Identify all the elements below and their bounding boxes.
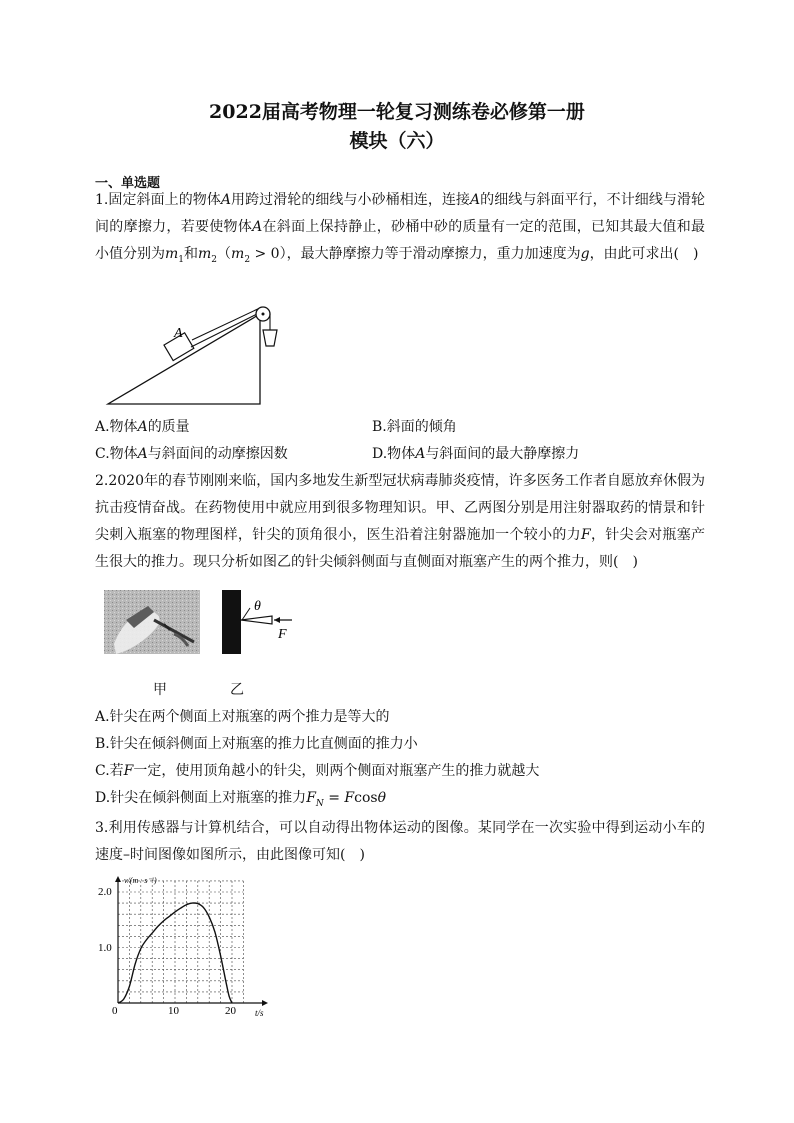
q1-option-a[interactable]: A.物体A的质量 — [95, 419, 190, 435]
question-1-text: 1.固定斜面上的物体A用跨过滑轮的细线与小砂桶相连，连接A的细线与斜面平行，不计细线与滑轮间的摩擦力，若要使物体A在斜面上保持静止，砂桶中砂的质量有一定的范围，已知其最大值和最小值分别为$m_1$和$m_2(m_2 > 0)$，最大静摩擦力等于滑动摩擦力，重力加速度为g，由此可求出( ) — [95, 192, 705, 265]
x-tick-10: 10 — [168, 1005, 179, 1017]
y-tick-1: 1.0 — [98, 942, 112, 954]
q2-option-b[interactable]: B.针尖在倾斜侧面上对瓶塞的推力比直侧面的推力小 — [95, 736, 418, 752]
y-tick-2: 2.0 — [98, 886, 112, 898]
doc-subtitle: 模块（六） — [349, 130, 445, 152]
x-axis-arrow — [262, 1000, 268, 1006]
needle-tip-icon — [241, 616, 272, 624]
x-axis-label: t/s — [255, 1008, 264, 1018]
x-tick-20: 20 — [225, 1005, 236, 1017]
question-2-text: 2.2020年的春节刚刚来临，国内多地发生新型冠状病毒肺炎疫情，许多医务工作者自愿放弃休假为抗击疫情奋战。在药物使用中就应用到很多物理知识。甲、乙两图分别是用注射器取药的情景和针尖刺入瓶塞的物理图样，针尖的顶角很小，医生沿着注射器施加一个较小的力F，针尖会对瓶塞产生很大的推力。现只分析如图乙的针尖倾斜侧面与直侧面对瓶塞产生的两个推力，则( ) — [95, 473, 706, 570]
sand-bucket-icon — [263, 330, 277, 346]
section-heading: 一、单选题 — [95, 176, 161, 191]
theta-label: θ — [254, 599, 261, 614]
q2-option-a[interactable]: A.针尖在两个侧面上对瓶塞的两个推力是等大的 — [95, 709, 390, 725]
needle-diagram-yi — [220, 588, 300, 658]
block-label: A — [174, 326, 183, 341]
y-axis-label: v/(m · s⁻¹) — [124, 876, 157, 885]
q1-option-d[interactable]: D.物体A与斜面间的最大静摩擦力 — [372, 446, 580, 462]
q2-option-d[interactable]: D.针尖在倾斜侧面上对瓶塞的推力$F_N = Fcos\theta$ — [95, 790, 387, 809]
q2-option-c[interactable]: C.若F一定，使用顶角越小的针尖，则两个侧面对瓶塞产生的推力就越大 — [95, 763, 540, 779]
figure-label-yi: 乙 — [230, 682, 244, 698]
y-axis-arrow — [115, 876, 121, 882]
angle-arc — [242, 608, 250, 620]
rope-to-pulley — [192, 307, 262, 340]
doc-title: 2022届高考物理一轮复习测练卷必修第一册 — [209, 101, 585, 123]
origin-label: 0 — [112, 1005, 118, 1017]
velocity-time-chart — [90, 872, 280, 1022]
stopper-block — [222, 590, 241, 654]
q1-option-b[interactable]: B.斜面的倾角 — [372, 419, 457, 435]
question-3-text: 3.利用传感器与计算机结合，可以自动得出物体运动的图像。某同学在一次实验中得到运动小车的速度–时间图像如图所示，由此图像可知( ) — [95, 820, 705, 863]
q1-option-c[interactable]: C.物体A与斜面间的动摩擦因数 — [95, 446, 288, 462]
figure-label-jia: 甲 — [153, 682, 167, 698]
force-label: F — [278, 627, 287, 642]
incline-pulley-figure — [100, 300, 290, 410]
incline-triangle — [108, 314, 260, 404]
syringe-photo-jia — [104, 590, 200, 654]
